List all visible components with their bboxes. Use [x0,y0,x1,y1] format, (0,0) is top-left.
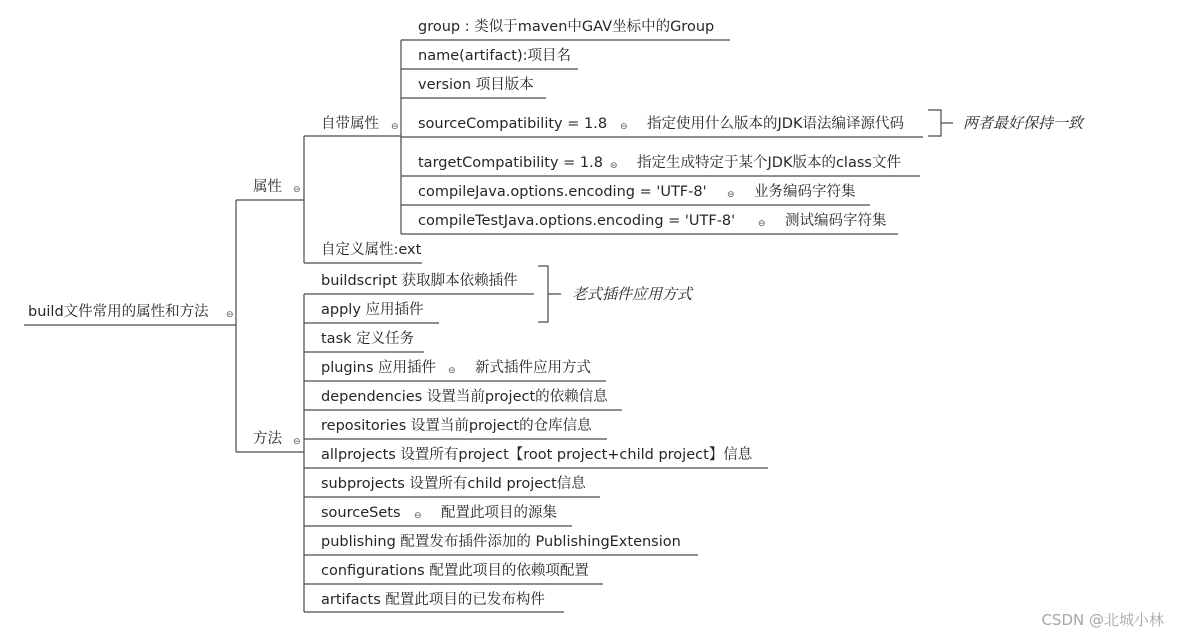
plugins-note: 新式插件应用方式 [475,360,591,376]
method-item-subprojects: subprojects 设置所有child project信息 [321,476,586,492]
source-compat-collapse-icon[interactable]: ⊖ [620,122,628,132]
properties-node-label: 属性 [253,179,282,195]
methods-summary-bracket [538,266,561,322]
method-item-repositories: repositories 设置当前project的仓库信息 [321,418,592,434]
method-item-allprojects: allprojects 设置所有project【root project+child project】信息 [321,447,753,463]
builtin-item-group: group : 类似于maven中GAV坐标中的Group [418,19,715,35]
builtin-item-compile-encoding: compileJava.options.encoding = 'UTF-8' [418,184,707,200]
method-item-sourcesets: sourceSets [321,505,401,521]
builtin-summary-label: 两者最好保持一致 [963,114,1084,132]
builtin-item-source-compat: sourceCompatibility = 1.8 [418,116,608,132]
sourcesets-note: 配置此项目的源集 [441,505,557,521]
watermark: CSDN @北城小林 [1041,611,1164,629]
target-compat-collapse-icon[interactable]: ⊖ [610,161,618,171]
properties-collapse-icon[interactable]: ⊖ [293,185,301,195]
method-item-plugins: plugins 应用插件 [321,360,437,376]
builtin-node-label: 自带属性 [321,116,379,132]
method-item-artifacts: artifacts 配置此项目的已发布构件 [321,592,545,608]
builtin-item-name: name(artifact):项目名 [418,48,572,64]
method-item-publishing: publishing 配置发布插件添加的 PublishingExtension [321,534,681,550]
root-node-label: build文件常用的属性和方法 [28,304,209,320]
sourcesets-collapse-icon[interactable]: ⊖ [414,511,422,521]
compile-encoding-collapse-icon[interactable]: ⊖ [727,190,735,200]
plugins-collapse-icon[interactable]: ⊖ [448,366,456,376]
method-item-configurations: configurations 配置此项目的依赖项配置 [321,563,589,579]
methods-node-label: 方法 [253,431,282,447]
compile-encoding-note: 业务编码字符集 [754,184,856,200]
methods-summary-label: 老式插件应用方式 [572,285,693,303]
methods-collapse-icon[interactable]: ⊖ [293,437,301,447]
builtin-item-test-encoding: compileTestJava.options.encoding = 'UTF-8' [418,213,736,229]
test-encoding-note: 测试编码字符集 [785,213,887,229]
builtin-item-target-compat: targetCompatibility = 1.8 [418,155,603,171]
target-compat-note: 指定生成特定于某个JDK版本的class文件 [637,155,901,171]
test-encoding-collapse-icon[interactable]: ⊖ [758,219,766,229]
method-item-buildscript: buildscript 获取脚本依赖插件 [321,273,518,289]
method-item-task: task 定义任务 [321,331,415,347]
builtin-item-version: version 项目版本 [418,77,534,93]
method-item-dependencies: dependencies 设置当前project的依赖信息 [321,389,608,405]
source-compat-note: 指定使用什么版本的JDK语法编译源代码 [647,116,904,132]
root-collapse-icon[interactable]: ⊖ [226,310,234,320]
builtin-collapse-icon[interactable]: ⊖ [391,122,399,132]
custom-property-label: 自定义属性:ext [321,242,422,258]
builtin-summary-bracket [928,110,953,136]
method-item-apply: apply 应用插件 [321,302,424,318]
